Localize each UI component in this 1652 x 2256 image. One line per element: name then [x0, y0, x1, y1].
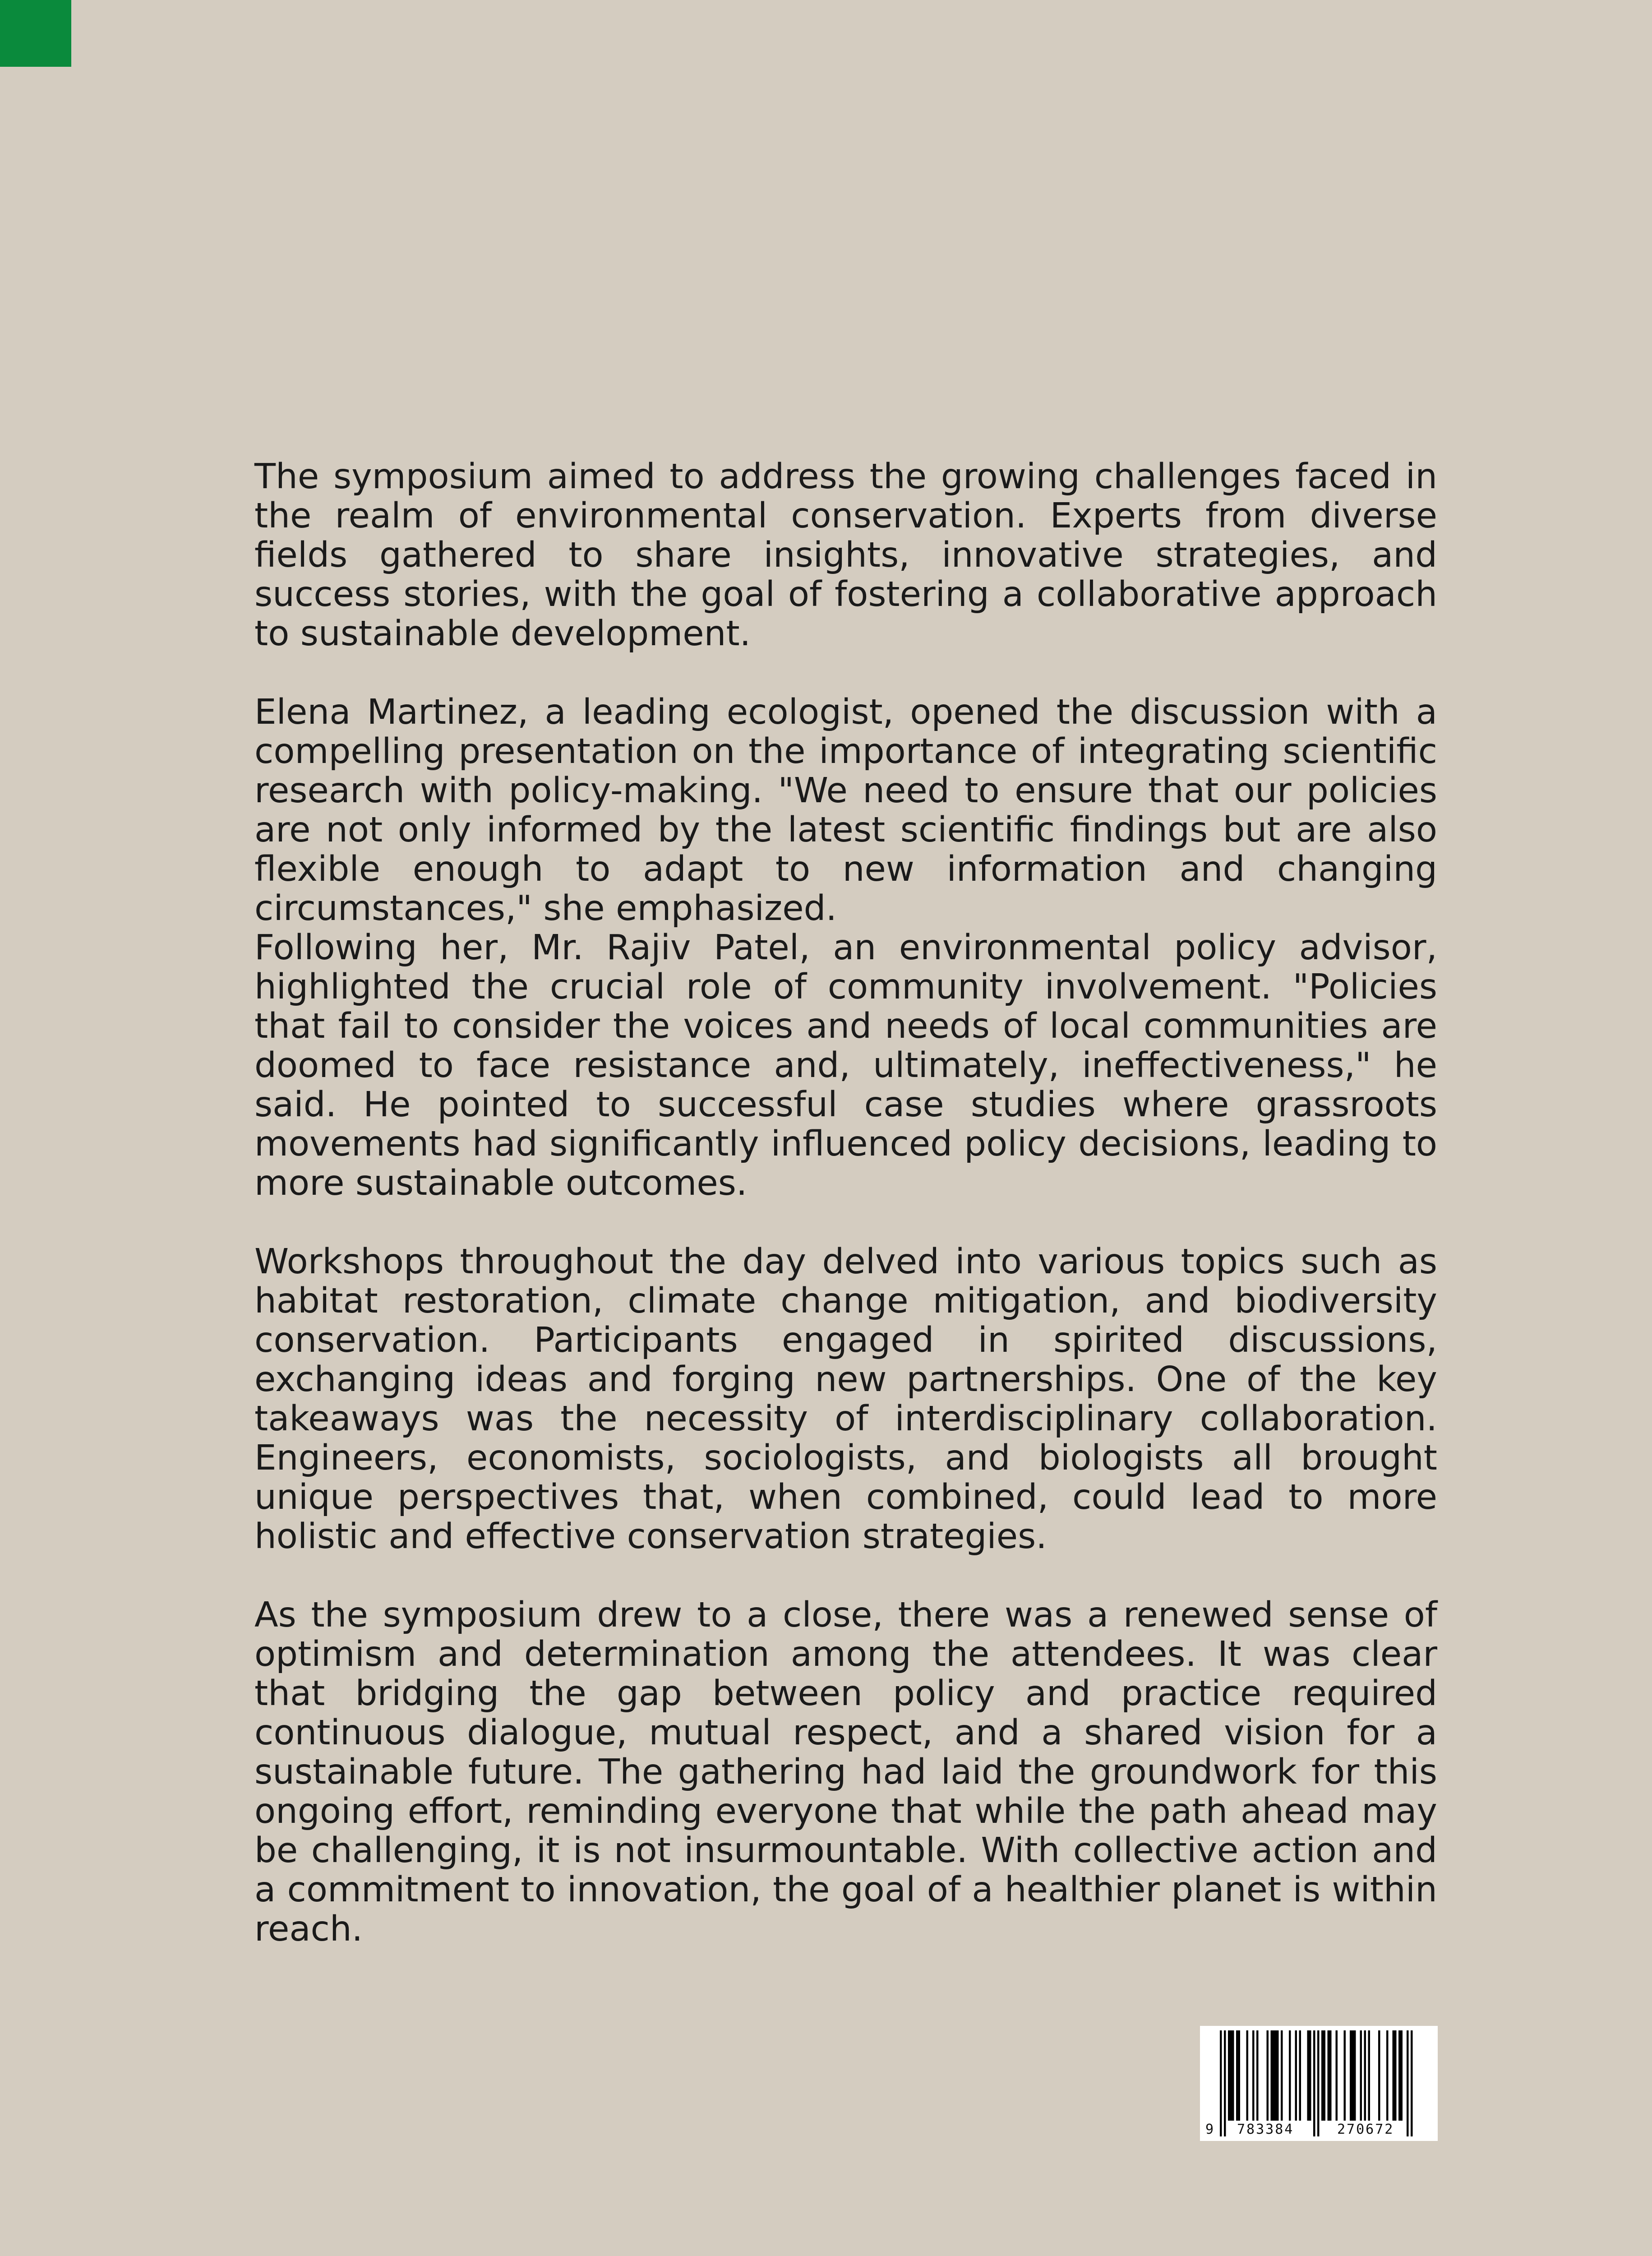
paragraph-workshops: Workshops throughout the day delved into various topics such as habitat restoration, climate change mitigation, and biodiversity conservation. Participants engaged in spirited discussions, exchanging ideas and forging new partnerships. One of the key takeaways was the necessity of interdisciplinary collaboration. Engineers, economists, sociologists, and biologists all brought unique perspectives that, when combined, could lead to more holistic and effective conservation strategies. [254, 1242, 1437, 1557]
barcode-group-2: 270672 [1335, 2122, 1396, 2137]
barcode-bar [1324, 2030, 1326, 2121]
body-text [254, 457, 1437, 1949]
paragraph-martinez: Elena Martinez, a leading ecologist, opened the discussion with a compelling presentation on the importance of integrating scientific research with policy-making. "We need to ensure that our policies are not only informed by the latest scientific findings but are also flexible enough to adapt to new information and changing circumstances," she emphasized. [254, 692, 1437, 929]
barcode-bar [1277, 2030, 1279, 2121]
barcode-bar [1321, 2030, 1324, 2121]
paragraph-patel: Following her, Mr. Rajiv Patel, an environmental policy advisor, highlighted the crucial role of community involvement. "Policies that fail to consider the voices and needs of local communities are doomed to face resistance and, ultimately, ineffectiveness," he said. He pointed to successful case studies where grassroots movements had significantly influenced policy decisions, leading to more sustainable outcomes. [254, 928, 1437, 1203]
barcode-bar [1386, 2030, 1389, 2121]
barcode-lead-digit: 9 [1205, 2122, 1215, 2137]
barcode-bar [1407, 2030, 1409, 2136]
barcode-bar [1307, 2030, 1310, 2121]
barcode-bar [1411, 2030, 1413, 2136]
barcode-bar [1394, 2030, 1397, 2121]
barcode-bar [1271, 2030, 1273, 2121]
barcode-bar [1275, 2030, 1277, 2121]
barcode-group-1: 783384 [1235, 2122, 1296, 2137]
barcode-bar [1378, 2030, 1380, 2121]
corner-accent-block [0, 0, 71, 67]
isbn-barcode [1200, 2026, 1438, 2141]
barcode-bar [1236, 2030, 1238, 2121]
barcode-bar [1344, 2030, 1346, 2121]
barcode-bar [1368, 2030, 1371, 2121]
barcode-bar [1246, 2030, 1249, 2121]
barcode-bar [1350, 2030, 1352, 2121]
barcode-bar [1393, 2030, 1395, 2121]
barcode-bar [1295, 2030, 1297, 2121]
barcode-bar [1224, 2030, 1226, 2136]
barcode-bar [1238, 2030, 1241, 2121]
barcode-bar [1309, 2030, 1311, 2121]
barcode-bar [1354, 2030, 1356, 2121]
barcode-bar [1364, 2030, 1366, 2121]
barcode-bar [1360, 2030, 1362, 2121]
barcode-bar [1281, 2030, 1283, 2121]
paragraph-closing: As the symposium drew to a close, there was a renewed sense of optimism and determination among the attendees. It was clear that bridging the gap between policy and practice required continuous dialogue, mutual respect, and a shared vision for a sustainable future. The gathering had laid the groundwork for this ongoing effort, reminding everyone that while the path ahead may be challenging, it is not insurmountable. With collective action and a commitment to innovation, the goal of a healthier planet is within reach. [254, 1595, 1437, 1949]
barcode-bar [1299, 2030, 1301, 2121]
barcode-bar [1232, 2030, 1234, 2121]
barcode-bar [1336, 2030, 1338, 2121]
barcode-bar [1329, 2030, 1332, 2121]
barcode-bar [1352, 2030, 1354, 2121]
barcode-bar [1289, 2030, 1291, 2121]
barcode-bar [1317, 2030, 1320, 2136]
barcode-bar [1401, 2030, 1403, 2121]
barcode-bar [1267, 2030, 1269, 2121]
barcode-bar [1220, 2030, 1222, 2136]
barcode-bar [1328, 2030, 1330, 2121]
barcode-bar [1228, 2030, 1230, 2121]
paragraph-intro: The symposium aimed to address the growing challenges faced in the realm of environmental conservation. Experts from diverse fields gathered to share insights, innovative strategies, and success stories, with the goal of fostering a collaborative approach to sustainable development. [254, 457, 1437, 654]
barcode-bar [1313, 2030, 1315, 2136]
barcode-bar [1230, 2030, 1232, 2121]
barcode-bar [1252, 2030, 1255, 2121]
barcode-bar [1256, 2030, 1259, 2121]
barcode-bar [1398, 2030, 1401, 2121]
barcode-bar [1273, 2030, 1275, 2121]
